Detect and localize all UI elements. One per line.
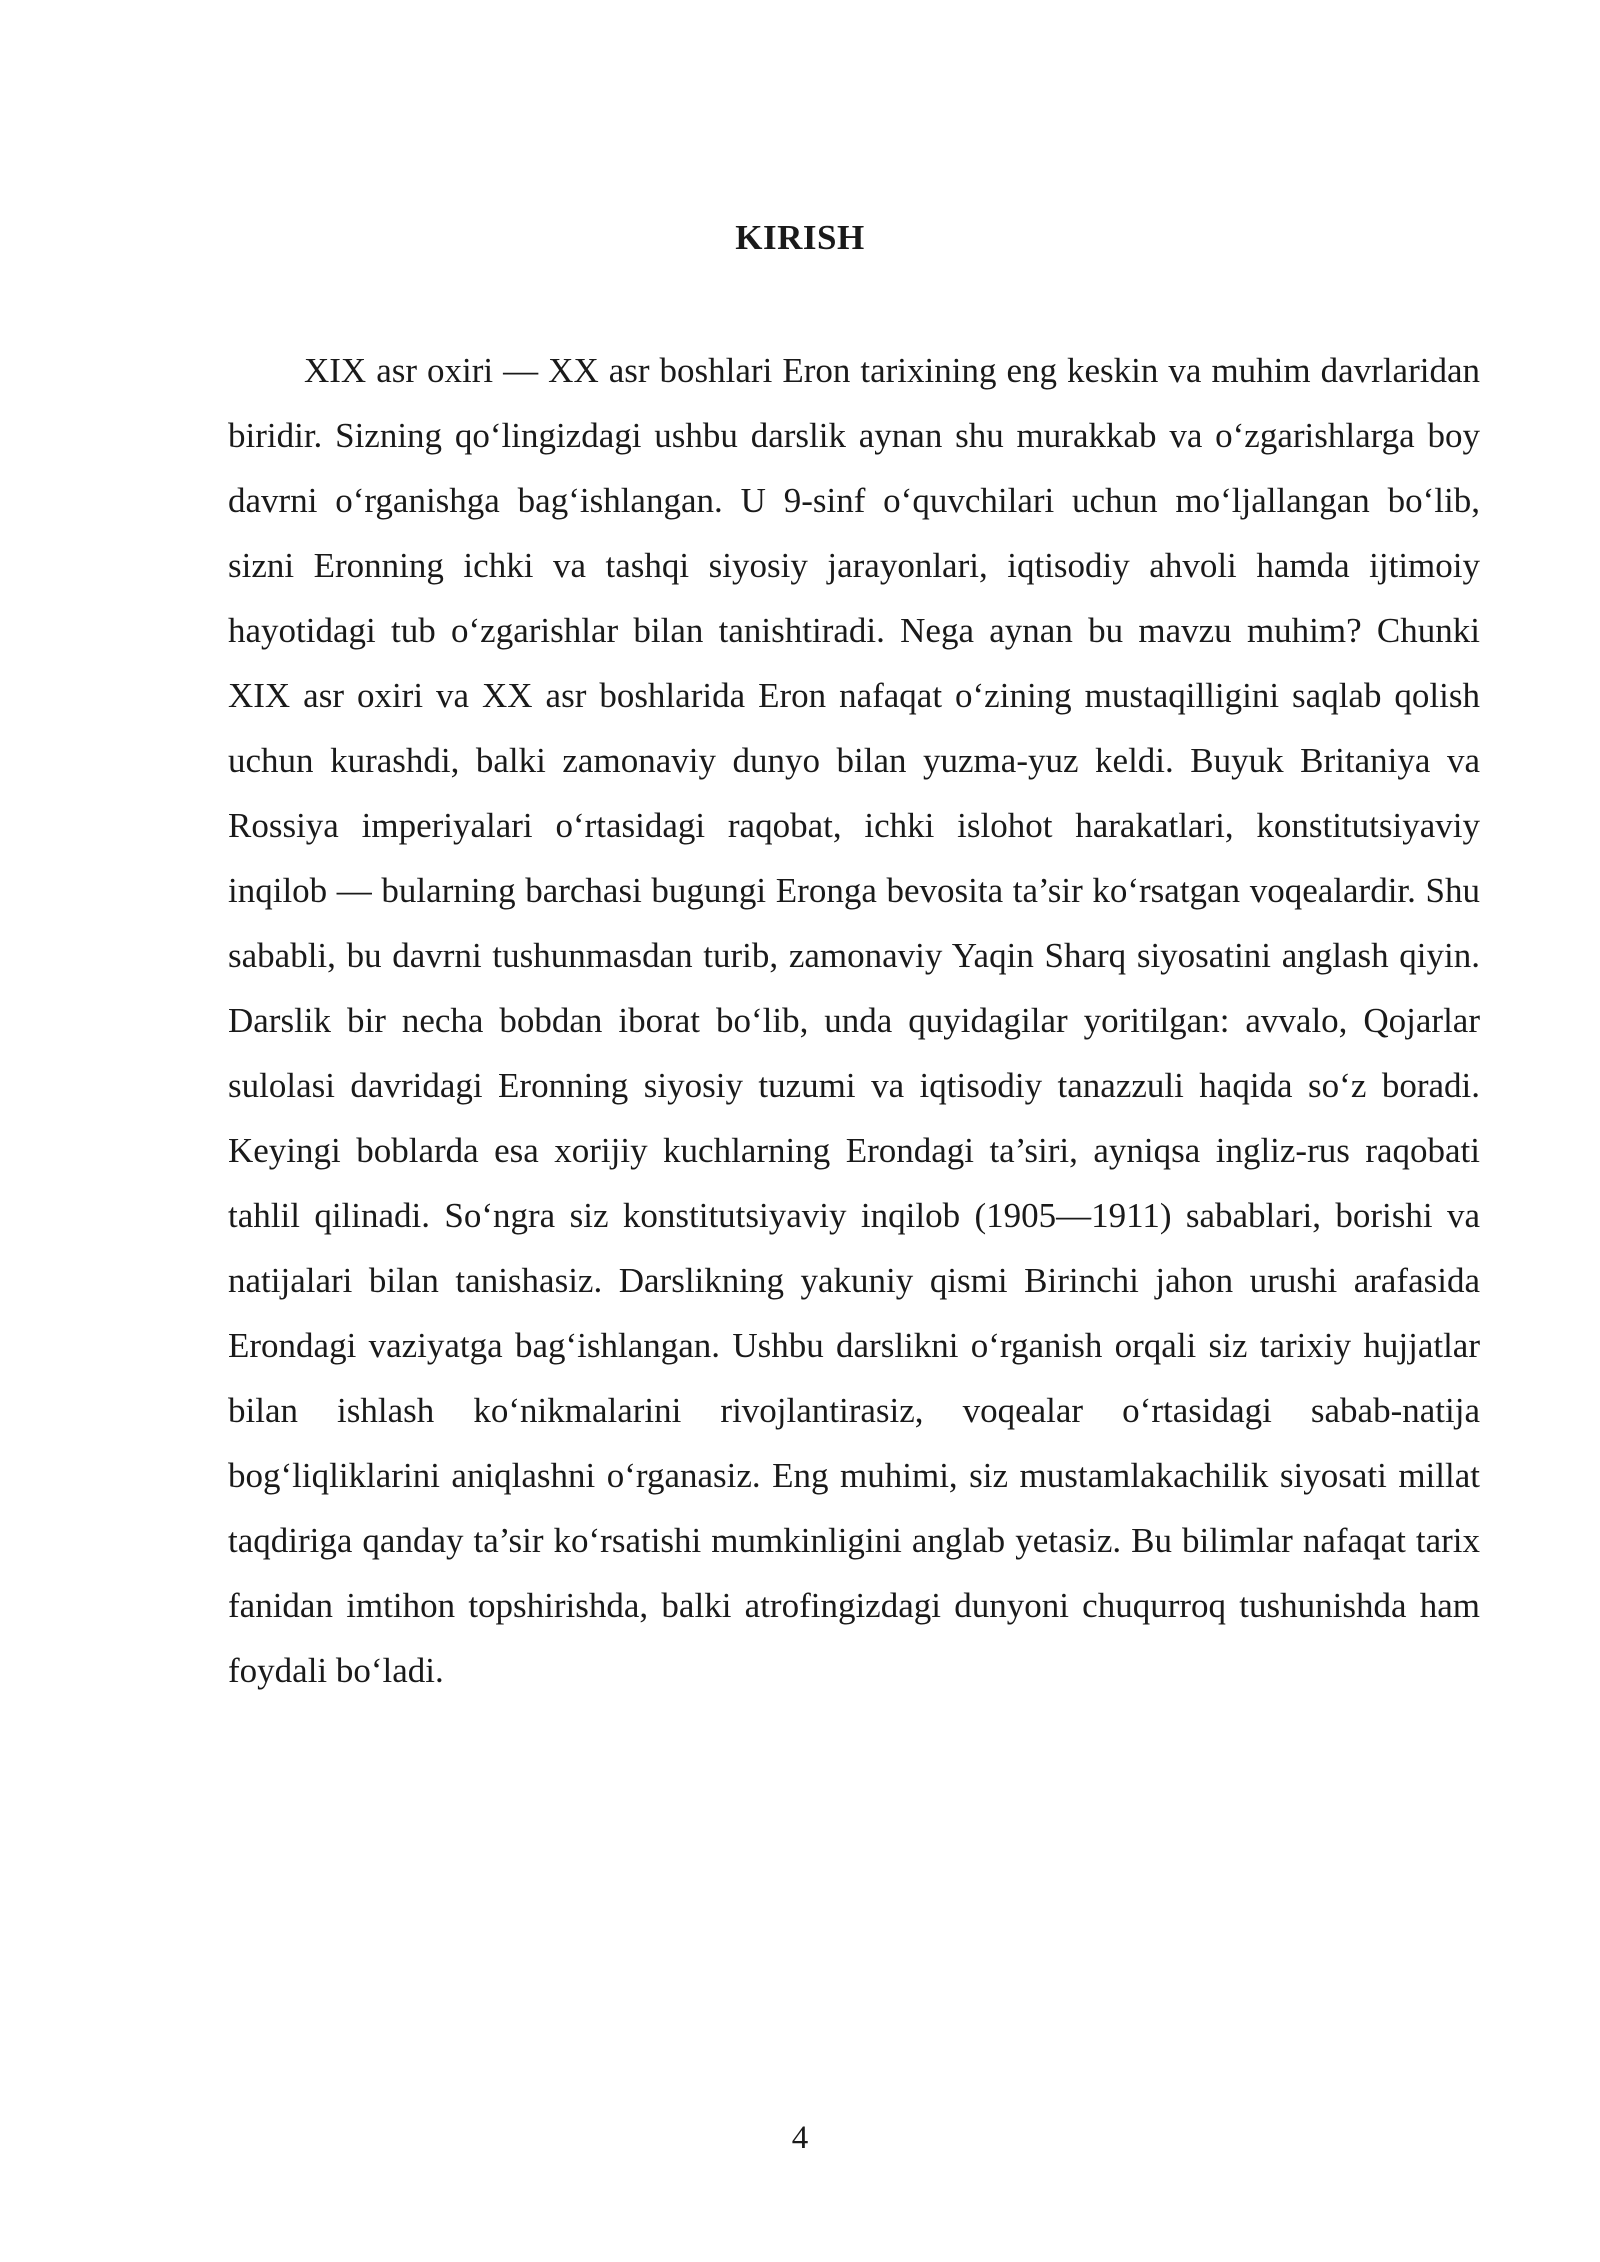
page-number: 4 <box>791 2120 809 2156</box>
page-title: KIRISH <box>735 218 865 257</box>
body-paragraph: XIX asr oxiri — XX asr boshlari Eron tarixining eng keskin va muhim davrlaridan biridir. Sizning qo‘lingizdagi ushbu darslik aynan shu murakkab va o‘zgarishlarga boy davrni o‘rganishga bag‘ishlangan. U 9-sinf o‘quvchilari uchun mo‘ljallangan bo‘lib, sizni Eronning ichki va tashqi siyosiy jarayonlari, iqtisodiy ahvoli hamda ijtimoiy hayotidagi tub o‘zgarishlar bilan tanishtiradi. Nega aynan bu mavzu muhim? Chunki XIX asr oxiri va XX asr boshlarida Eron nafaqat o‘zining mustaqilligini saqlab qolish uchun kurashdi, balki zamonaviy dunyo bilan yuzma-yuz keldi. Buyuk Britaniya va Rossiya imperiyalari o‘rtasidagi raqobat, ichki islohot harakatlari, konstitutsiyaviy inqilob — bularning barchasi bugungi Eronga bevosita ta’sir ko‘rsatgan voqealardir. Shu sababli, bu davrni tushunmasdan turib, zamonaviy Yaqin Sharq siyosatini anglash qiyin. Darslik bir necha bobdan iborat bo‘lib, unda quyidagilar yoritilgan: avvalo, Qojarlar sulolasi davridagi Eronning siyosiy tuzumi va iqtisodiy tanazzuli haqida so‘z boradi. Keyingi boblarda esa xorijiy kuchlarning Erondagi ta’siri, ayniqsa ingliz-rus raqobati tahlil qilinadi. So‘ngra siz konstitutsiyaviy inqilob (1905—1911) sabablari, borishi va natijalari bilan tanishasiz. Darslikning yakuniy qismi Birinchi jahon urushi arafasida Erondagi vaziyatga bag‘ishlangan. Ushbu darslikni o‘rganish orqali siz tarixiy hujjatlar bilan ishlash ko‘nikmalarini rivojlantirasiz, voqealar o‘rtasidagi sabab-natija bog‘liqliklarini aniqlashni o‘rganasiz. Eng muhimi, siz mustamlakachilik siyosati millat taqdiriga qanday ta’sir ko‘rsatishi mumkinligini anglab yetasiz. Bu bilimlar nafaqat tarix fanidan imtihon topshirishda, balki atrofingizdagi dunyoni chuqurroq tushunishda ham foydali bo‘ladi. <box>228 351 1480 1690</box>
